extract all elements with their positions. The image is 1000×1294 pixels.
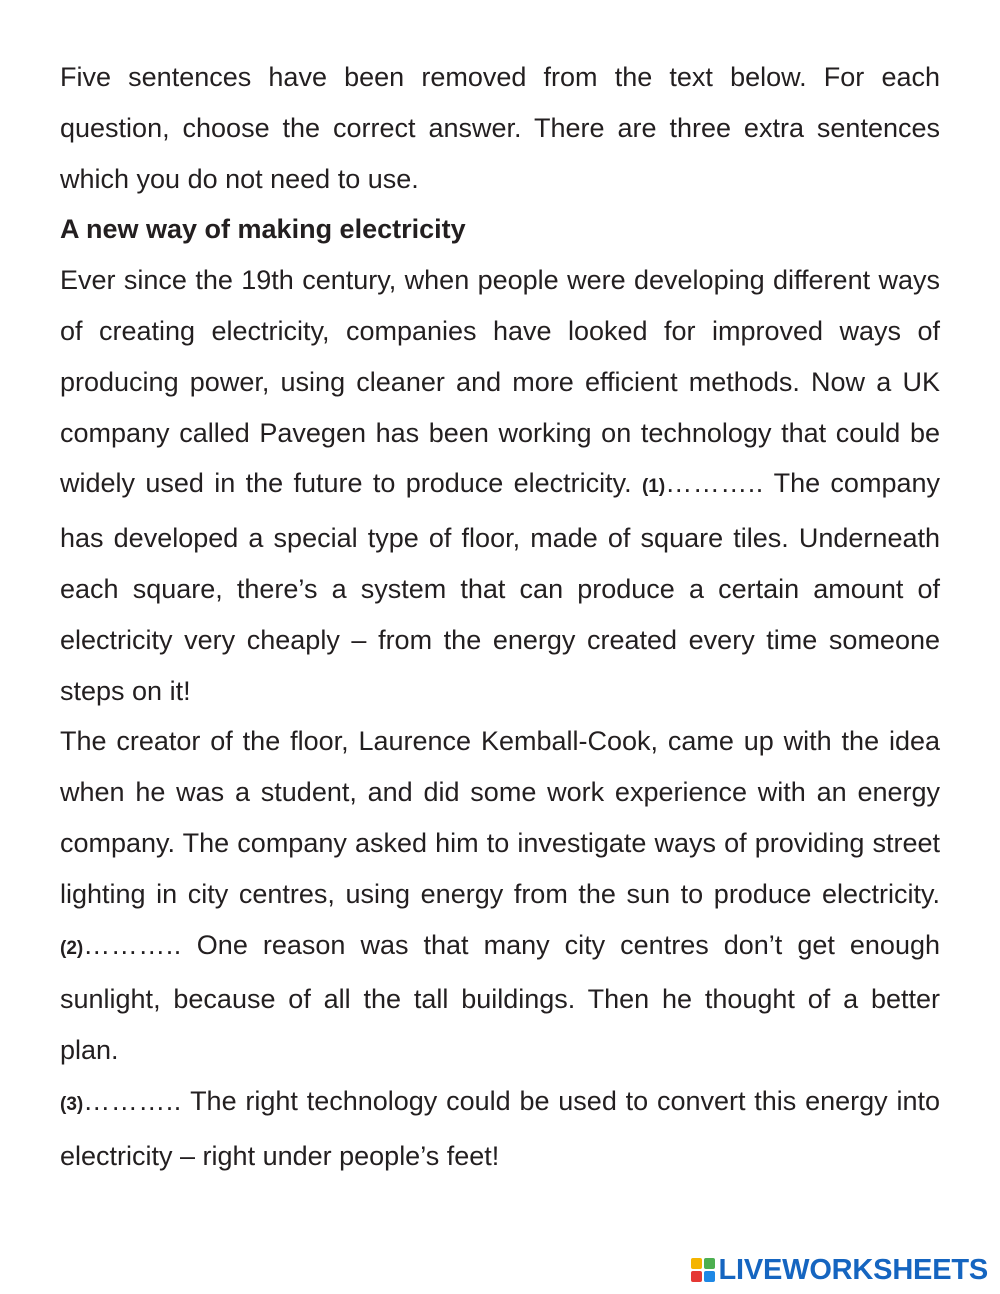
logo-square xyxy=(704,1258,715,1269)
gap-3-number: (3) xyxy=(60,1093,84,1115)
gap-1-blank[interactable]: ……….. xyxy=(665,468,764,499)
article-title: A new way of making electricity xyxy=(60,214,466,245)
logo-square xyxy=(691,1271,702,1282)
paragraph-1-text-after: The company has developed a special type of floor, made of square tiles. Underneath each square, there’s a system that can produce a certain amount of electricity very cheaply – from the energy created every time someone steps on it! xyxy=(60,468,940,706)
instructions: Five sentences have been removed from the text below. For each question, choose the correct answer. There are three extra sentences which you do not need to use. xyxy=(60,62,940,194)
gap-3-blank[interactable]: ……….. xyxy=(83,1085,182,1116)
paragraph-3 xyxy=(60,1076,940,1182)
paragraph-1-text-before: Ever since the 19th century, when people were developing different ways of creating electricity, companies have looked for improved ways of producing power, using cleaner and more efficient methods. Now a UK company called Pavegen has been working on technology that could be widely used in the future to produce electricity. xyxy=(60,265,940,499)
liveworksheets-logo[interactable] xyxy=(691,1252,989,1288)
paragraph-1 xyxy=(60,255,940,716)
paragraph-3-text-after: The right technology could be used to convert this energy into electricity – right under people’s feet! xyxy=(60,1085,940,1171)
logo-square xyxy=(691,1258,702,1269)
gap-2-blank[interactable]: ……….. xyxy=(83,929,182,960)
paragraph-2 xyxy=(60,716,940,1076)
liveworksheets-logo-icon xyxy=(691,1258,715,1282)
paragraph-2-text-after: One reason was that many city centres don’t get enough sunlight, because of all the tall buildings. Then he thought of a better plan. xyxy=(60,929,940,1066)
logo-square xyxy=(704,1271,715,1282)
paragraph-2-text-before: The creator of the floor, Laurence Kemball-Cook, came up with the idea when he was a student, and did some work experience with an energy company. The company asked him to investigate ways of providing street lighting in city centres, using energy from the sun to produce electricity. xyxy=(60,726,940,909)
worksheet-page xyxy=(60,52,940,1182)
gap-1-number: (1) xyxy=(641,476,666,498)
logo-text: LIVEWORKSHEETS xyxy=(718,1253,988,1286)
gap-2-number: (2) xyxy=(60,937,84,959)
